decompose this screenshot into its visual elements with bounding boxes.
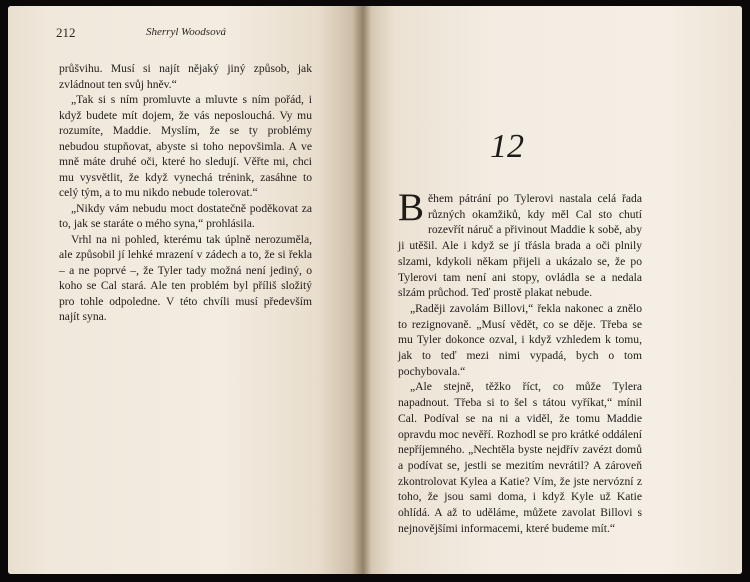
running-head-author: Sherryl Woodsová (146, 26, 226, 38)
chapter-number: 12 (490, 128, 524, 165)
paragraph: „Nikdy vám nebudu moct dostatečně poděkovat za to, jak se staráte o mého syna,“ prohlásila. (59, 201, 312, 230)
right-page-text (398, 186, 642, 536)
paragraph: „Tak si s ním promluvte a mluvte s ním pořád, i když budete mít dojem, že vás neposlouchá. Vy mu rozumíte, Maddie. Myslím, že se ty problémy nebudou stupňovat, abyste si toho nepovšimla. A ve mně máte druhé oči, které ho sledují. Věřte mi, chci mu vysvětlit, že když vynechá trénink, zasáhne to celý tým, a to mu nikdo nebude tolerovat.“ (59, 93, 312, 199)
drop-cap: B (398, 186, 425, 229)
left-page-text (59, 61, 312, 325)
paragraph: Vrhl na ni pohled, kterému tak úplně nerozuměla, ale způsobil jí lehké mrazení v zádech a to, že si řekla – a ne poprvé –, že Tyler tady možná není jediný, o koho se Cal stará. Ale ten problém byl příliš složitý pro tohle odpoledne. V této chvíli musí především najít syna. (59, 232, 312, 323)
paragraph-first (398, 186, 642, 301)
page-number: 212 (56, 25, 76, 40)
left-page-header (56, 25, 316, 41)
paragraph: průšvihu. Musí si najít nějaký jiný způsob, jak zvládnout ten svůj hněv.“ (59, 62, 312, 91)
paragraph: „Ale stejně, těžko říct, co může Tylera napadnout. Třeba si to šel s tátou vyříkat,“ mínil Cal. Podíval se na ni a viděl, že tomu Maddie opravdu moc nevěří. Rozhodl se pro krátké oddálení nepříjemného. „Nechtěla byste nejdřív zavézt domů a podívat se, jestli se mezitím nevrátil? A zároveň zkontrolovat Kylea a Katie? Vím, že jste nervózní z toho, že jsou sami doma, i když Kyle už Katie ohlídá. A až to uděláme, můžete zavolat Billovi s nejnovějšími informacemi, které budeme mít.“ (398, 380, 642, 535)
book-gutter (353, 6, 371, 574)
paragraph-text: ěhem pátrání po Tylerovi nastala celá řada různých okamžiků, kdy měl Cal sto chutí rozevřít náruč a přivinout Maddie k sobě, aby ji utěšil. Ale i když se jí třásla brada a oči plnily slzami, kdykoli někam přijeli a ukázalo se, že po Tylerovi tam není ani stopy, ovládla se a nedala slzám průchod. Teď prostě plakat nebude. (398, 192, 642, 300)
paragraph: „Raději zavolám Billovi,“ řekla nakonec a znělo to rezignovaně. „Musí vědět, co se děje. Třeba se mu Tyler dokonce ozval, i když vzhledem k tomu, jak to teď mezi nimi vypadá, bych o tom pochybovala.“ (398, 301, 642, 378)
